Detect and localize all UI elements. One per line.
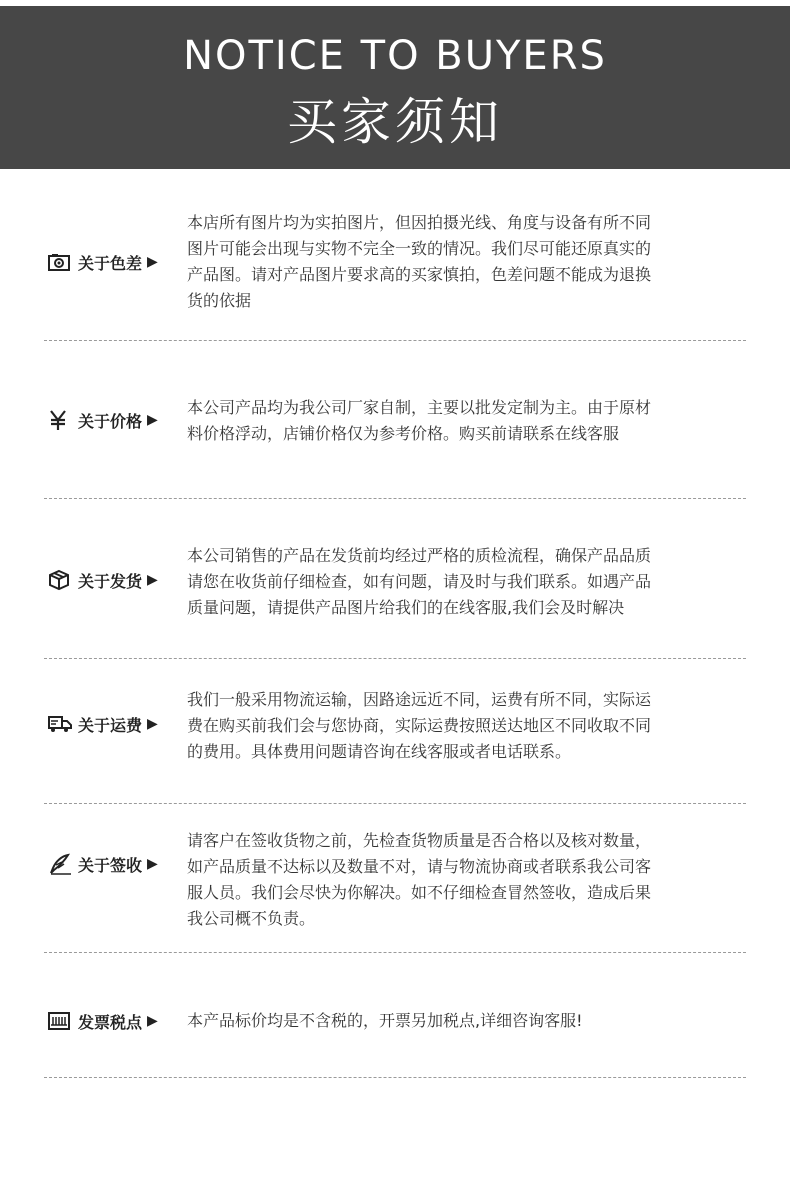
section-text-freight: 我们一般采用物流运输，因路途远近不同，运费有所不同，实际运 费在购买前我们会与您协商，实际运费按照送达地区不同收取不同 的费用。具体费用问题请咨询在线客服或者电话联系。 bbox=[187, 690, 652, 761]
arrow-right-icon: ▶ bbox=[147, 254, 158, 270]
pen-icon bbox=[48, 853, 72, 875]
divider bbox=[44, 340, 746, 341]
truck-icon bbox=[48, 713, 72, 735]
yen-icon bbox=[48, 409, 72, 431]
section-label-text: 关于发货 bbox=[78, 571, 143, 591]
section-text-invoice: 本产品标价均是不含税的，开票另加税点,详细咨询客服! bbox=[187, 1011, 583, 1030]
section-label-invoice bbox=[48, 1007, 180, 1035]
section-label-text: 关于运费 bbox=[78, 715, 143, 735]
section-text-price: 本公司产品均为我公司厂家自制，主要以批发定制为主。由于原材 料价格浮动，店铺价格仅为参考价格。购买前请联系在线客服 bbox=[187, 398, 652, 443]
header-banner bbox=[0, 6, 790, 169]
section-label-text: 关于签收 bbox=[78, 855, 143, 875]
section-text-color: 本店所有图片均为实拍图片，但因拍摄光线、角度与设备有所不同 图片可能会出现与实物不完全一致的情况。我们尽可能还原真实的 产品图。请对产品图片要求高的买家慎拍，色差问题不能成为退换 货的依据 bbox=[187, 213, 652, 310]
section-label-price bbox=[48, 406, 180, 434]
divider bbox=[44, 658, 746, 659]
section-label-text: 关于价格 bbox=[78, 411, 143, 431]
divider bbox=[44, 803, 746, 804]
section-label-text: 发票税点 bbox=[78, 1012, 143, 1032]
banner-title-en: NOTICE TO BUYERS bbox=[183, 33, 607, 79]
divider bbox=[44, 1077, 746, 1078]
camera-icon bbox=[48, 251, 72, 273]
arrow-right-icon: ▶ bbox=[147, 572, 158, 588]
section-label-freight bbox=[48, 710, 180, 738]
section-label-text: 关于色差 bbox=[78, 253, 143, 273]
divider bbox=[44, 952, 746, 953]
arrow-right-icon: ▶ bbox=[147, 1013, 158, 1029]
arrow-right-icon: ▶ bbox=[147, 412, 158, 428]
section-label-color bbox=[48, 248, 180, 276]
section-label-delivery bbox=[48, 566, 180, 594]
receipt-icon bbox=[48, 1010, 72, 1032]
arrow-right-icon: ▶ bbox=[147, 856, 158, 872]
divider bbox=[44, 498, 746, 499]
arrow-right-icon: ▶ bbox=[147, 716, 158, 732]
section-label-signing bbox=[48, 850, 180, 878]
section-text-signing: 请客户在签收货物之前，先检查货物质量是否合格以及核对数量， 如产品质量不达标以及数量不对，请与物流协商或者联系我公司客 服人员。我们会尽快为你解决。如不仔细检查冒然签收，造成后果 我公司概不负责。 bbox=[187, 831, 652, 928]
package-icon bbox=[48, 569, 72, 591]
banner-title-cn: 买家须知 bbox=[287, 93, 503, 151]
section-text-delivery: 本公司销售的产品在发货前均经过严格的质检流程，确保产品品质 请您在收货前仔细检查，如有问题，请及时与我们联系。如遇产品 质量问题，请提供产品图片给我们的在线客服,我们会及时解决 bbox=[187, 546, 652, 617]
